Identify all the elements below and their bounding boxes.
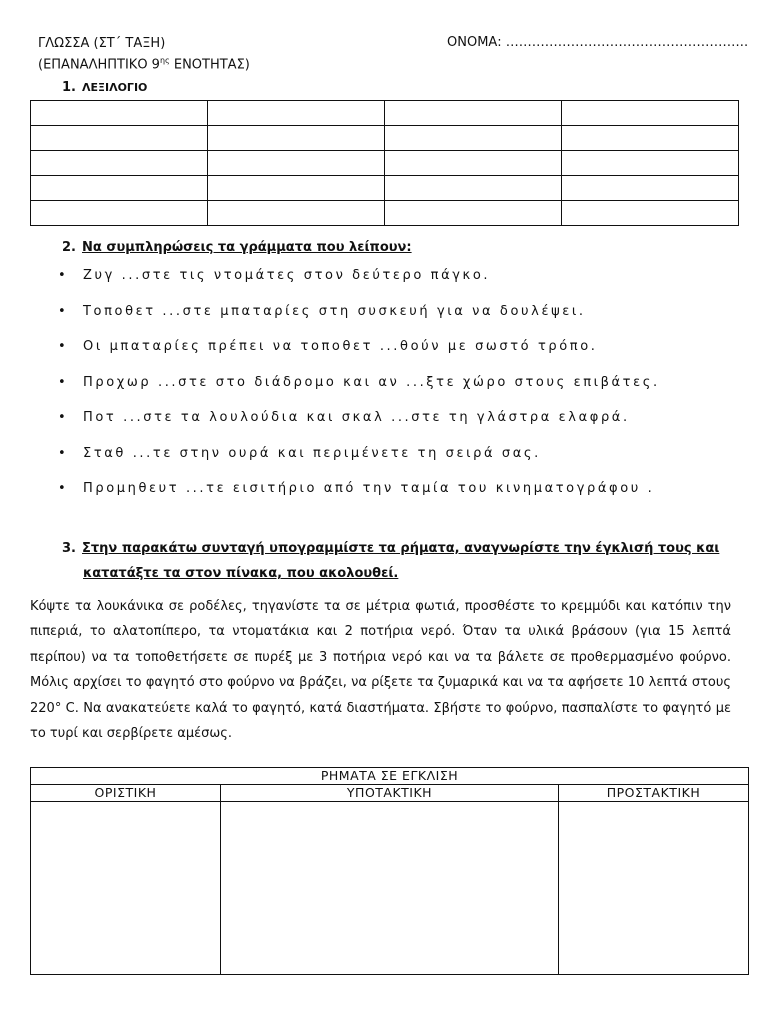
subject-title: ΓΛΩΣΣΑ (ΣΤ΄ ΤΑΞΗ)	[38, 36, 166, 51]
vocab-cell[interactable]	[208, 126, 385, 151]
vocab-cell[interactable]	[385, 176, 562, 201]
list-item: • Ποτ ...στε τα λουλούδια και σκαλ ...στε τη γλάστρα ελαφρά.	[58, 408, 660, 444]
list-item: • Προμηθευτ ...τε εισιτήριο από την ταμία του κινηματογράφου .	[58, 479, 660, 515]
table-row	[31, 126, 739, 151]
section-3-heading: 3. Στην παρακάτω συνταγή υπογραμμίστε τα ρήματα, αναγνωρίστε την έγκλισή τους και κατατάξτε τα στον πίνακα, που ακολουθεί.	[62, 541, 720, 581]
answer-cell-indicative[interactable]	[31, 802, 221, 975]
vocab-cell[interactable]	[208, 176, 385, 201]
name-field[interactable]: ΟΝΟΜΑ: ………………………………………………..	[447, 35, 749, 50]
worksheet-header	[38, 35, 250, 73]
vocab-cell[interactable]	[385, 201, 562, 226]
table-row	[31, 201, 739, 226]
vocab-cell[interactable]	[562, 126, 739, 151]
recipe-text: Κόψτε τα λουκάνικα σε ροδέλες, τηγανίστε τα σε μέτρια φωτιά, προσθέστε το κρεμμύδι και κατόπιν την πιπεριά, το αλατοπίπερο, τα ντοματάκια και 2 ποτήρια νερό. Όταν τα υλικά βράσουν (για 15 λεπτά περίπου) να τα τοποθετήσετε σε πυρέξ με 3 ποτήρια νερό και να τα βάλετε σε προθερμασμένο φούρνο. Μόλις αρχίσει το φαγητό στο φούρνο να βράζει, να ρίξετε τα ζυμαρικά και να τα αφήσετε 10 λεπτά στους 220° C. Να ανακατεύετε καλά το φαγητό, κατά διαστήματα. Σβήστε το φούρνο, πασπαλίστε το φαγητό με το τυρί και σερβίρετε αμέσως.	[30, 599, 731, 742]
list-item: • Ζυγ ...στε τις ντομάτες στον δεύτερο πάγκο.	[58, 266, 660, 302]
vocab-cell[interactable]	[208, 201, 385, 226]
column-header-subjunctive: ΥΠΟΤΑΚΤΙΚΗ	[221, 785, 559, 802]
vocab-cell[interactable]	[562, 201, 739, 226]
vocab-cell[interactable]	[208, 151, 385, 176]
list-item: • Σταθ ...τε στην ουρά και περιμένετε τη σειρά σας.	[58, 444, 660, 480]
vocab-cell[interactable]	[31, 201, 208, 226]
section-1-heading: 1. ΛΕΞΙΛΟΓΙΟ	[62, 80, 148, 95]
bullet-icon: •	[58, 339, 66, 354]
bullet-icon: •	[58, 303, 66, 319]
unit-subtitle: (ΕΠΑΝΑΛΗΠΤΙΚΟ $9^{\eta\varsigma}$ ΕΝΟΤΗΤΑΣ)	[38, 56, 250, 73]
verb-moods-table	[30, 767, 749, 975]
vocab-cell[interactable]	[562, 101, 739, 126]
list-item: • Προχωρ ...στε στο διάδρομο και αν ...ξτε χώρο στους επιβάτες.	[58, 373, 660, 409]
vocabulary-table	[30, 100, 739, 226]
table-row	[31, 785, 749, 802]
list-item: • Τοποθετ ...στε μπαταρίες στη συσκευή για να δουλέψει.	[58, 302, 660, 338]
vocab-cell[interactable]	[208, 101, 385, 126]
column-header-indicative: ΟΡΙΣΤΙΚΗ	[31, 785, 221, 802]
table-row	[31, 151, 739, 176]
table-row	[31, 802, 749, 975]
section-2-heading: 2. Να συμπληρώσεις τα γράμματα που λείπουν:	[62, 240, 412, 255]
vocab-cell[interactable]	[385, 101, 562, 126]
bullet-icon: •	[58, 268, 66, 283]
table-row	[31, 101, 739, 126]
bullet-icon: •	[58, 410, 66, 425]
vocab-cell[interactable]	[562, 151, 739, 176]
list-item: • Οι μπαταρίες πρέπει να τοποθετ ...θούν με σωστό τρόπο.	[58, 337, 660, 373]
column-header-imperative: ΠΡΟΣΤΑΚΤΙΚΗ	[559, 785, 749, 802]
fill-in-list	[58, 266, 660, 515]
vocab-cell[interactable]	[31, 176, 208, 201]
answer-cell-subjunctive[interactable]	[221, 802, 559, 975]
vocab-cell[interactable]	[31, 101, 208, 126]
table-row	[31, 176, 739, 201]
moods-table-title: ΡΗΜΑΤΑ ΣΕ ΕΓΚΛΙΣΗ	[31, 768, 749, 785]
answer-cell-imperative[interactable]	[559, 802, 749, 975]
bullet-icon: •	[58, 481, 66, 496]
bullet-icon: •	[58, 445, 66, 461]
vocab-cell[interactable]	[31, 151, 208, 176]
bullet-icon: •	[58, 374, 66, 390]
vocab-cell[interactable]	[385, 151, 562, 176]
vocab-cell[interactable]	[562, 176, 739, 201]
vocab-cell[interactable]	[31, 126, 208, 151]
table-row	[31, 768, 749, 785]
vocab-cell[interactable]	[385, 126, 562, 151]
